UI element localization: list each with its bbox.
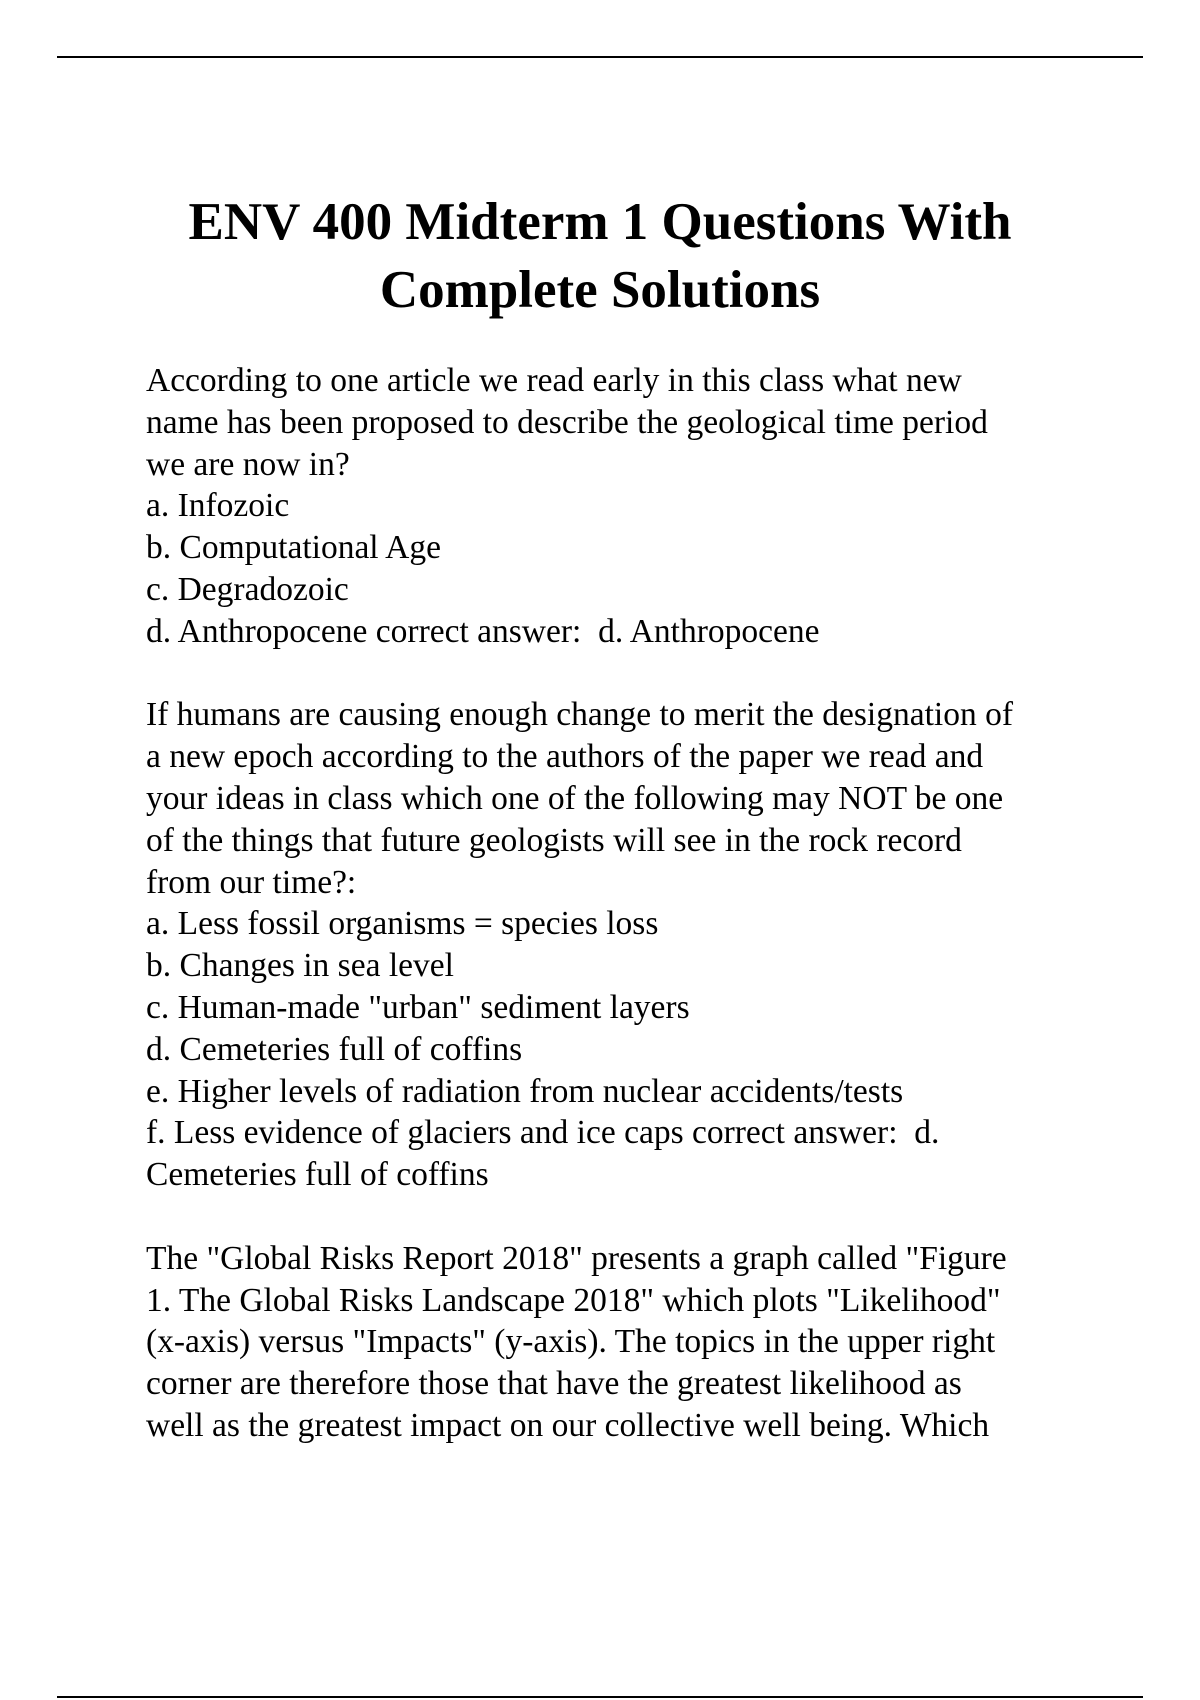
question-2-line: from our time?: <box>146 863 357 901</box>
document-body <box>146 360 1106 1489</box>
title-line: Complete Solutions <box>379 261 821 319</box>
question-2-option: d. Cemeteries full of coffins <box>146 1030 523 1068</box>
question-2-option: c. Human-made "urban" sediment layers <box>146 988 690 1026</box>
question-1-option: b. Computational Age <box>146 529 441 567</box>
question-3-line: 1. The Global Risks Landscape 2018" which plots "Likelihood" <box>146 1281 1001 1319</box>
question-2-option: a. Less fossil organisms = species loss <box>146 905 659 943</box>
question-1-answer: d. Anthropocene correct answer: d. Anthropocene <box>146 612 820 650</box>
question-1 <box>146 360 1106 653</box>
question-2-answer: f. Less evidence of glaciers and ice caps correct answer: d. <box>146 1114 940 1152</box>
question-2-option: b. Changes in sea level <box>146 947 454 985</box>
page-title <box>100 188 1100 324</box>
question-2-option: e. Higher levels of radiation from nuclear accidents/tests <box>146 1072 904 1110</box>
question-2-line: a new epoch according to the authors of the paper we read and <box>146 738 984 776</box>
question-1-line: we are now in? <box>146 445 350 483</box>
question-3 <box>146 1238 1106 1447</box>
question-3-line: The "Global Risks Report 2018" presents a graph called "Figure <box>146 1239 1007 1277</box>
question-2 <box>146 694 1106 1196</box>
question-3-line: well as the greatest impact on our collective well being. Which <box>146 1406 990 1444</box>
question-2-line: of the things that future geologists will see in the rock record <box>146 821 962 859</box>
title-line: ENV 400 Midterm 1 Questions With <box>188 193 1012 251</box>
question-1-line: name has been proposed to describe the geological time period <box>146 403 988 441</box>
question-2-answer: Cemeteries full of coffins <box>146 1156 489 1194</box>
question-2-line: your ideas in class which one of the following may NOT be one <box>146 779 1004 817</box>
question-1-line: According to one article we read early in this class what new <box>146 362 962 399</box>
question-1-option: a. Infozoic <box>146 487 290 525</box>
top-rule <box>57 56 1143 58</box>
bottom-rule <box>57 1696 1143 1698</box>
question-3-line: (x-axis) versus "Impacts" (y-axis). The topics in the upper right <box>146 1323 996 1361</box>
question-1-option: c. Degradozoic <box>146 570 349 608</box>
question-2-line: If humans are causing enough change to merit the designation of <box>146 696 1014 734</box>
question-3-line: corner are therefore those that have the greatest likelihood as <box>146 1365 962 1403</box>
